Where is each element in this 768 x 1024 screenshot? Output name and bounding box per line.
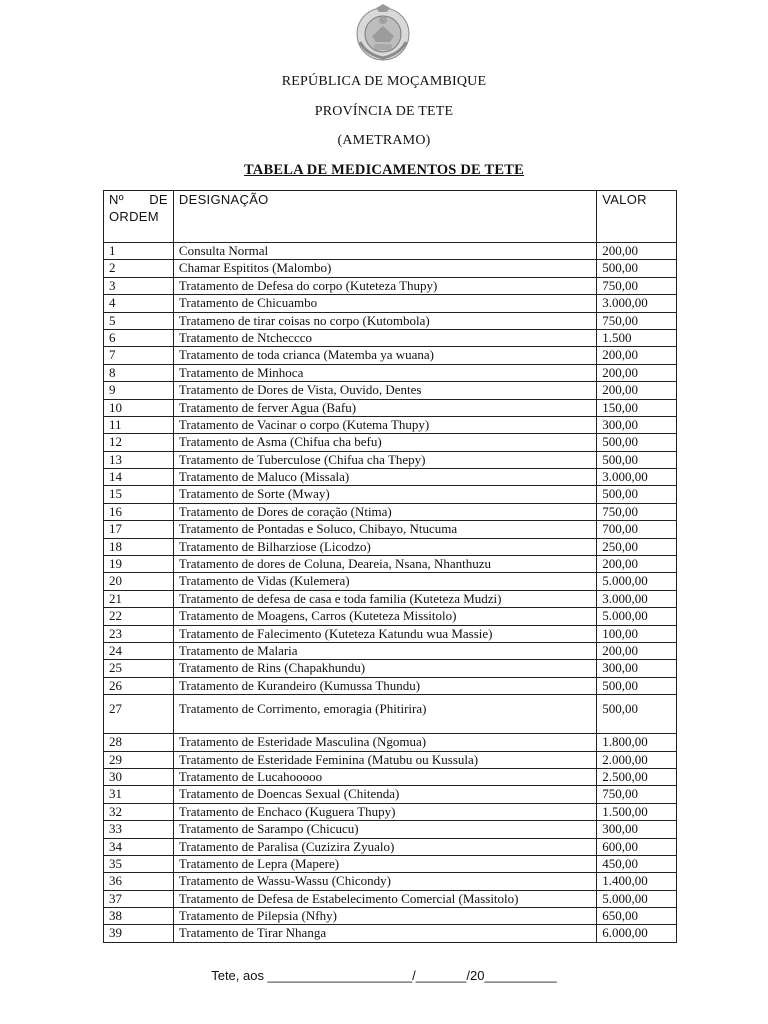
designation-cell: Tratamento de Defesa de Estabelecimento Comercial (Massitolo) — [173, 890, 596, 907]
value-cell: 750,00 — [597, 503, 677, 520]
table-row — [104, 486, 677, 503]
table-header-row — [104, 191, 677, 243]
value-cell: 500,00 — [597, 677, 677, 694]
value-cell: 1.500,00 — [597, 803, 677, 820]
designation-cell: Tratamento de Dores de Vista, Ouvido, Dentes — [173, 382, 596, 399]
designation-cell: Tratamento de Pilepsia (Nfhy) — [173, 908, 596, 925]
value-cell: 200,00 — [597, 347, 677, 364]
order-cell: 24 — [104, 642, 174, 659]
national-emblem-icon — [352, 2, 414, 64]
table-row — [104, 908, 677, 925]
order-cell: 39 — [104, 925, 174, 942]
table-row — [104, 556, 677, 573]
value-cell: 300,00 — [597, 821, 677, 838]
value-cell: 200,00 — [597, 364, 677, 381]
designation-column-header: DESIGNAÇÃO — [173, 191, 596, 243]
order-cell: 23 — [104, 625, 174, 642]
table-row — [104, 260, 677, 277]
value-cell: 200,00 — [597, 382, 677, 399]
order-cell: 31 — [104, 786, 174, 803]
designation-cell: Tratamento de Esteridade Masculina (Ngomua) — [173, 734, 596, 751]
table-row — [104, 642, 677, 659]
designation-cell: Tratamento de Sarampo (Chicucu) — [173, 821, 596, 838]
order-cell: 3 — [104, 277, 174, 294]
order-cell: 14 — [104, 469, 174, 486]
designation-cell: Tratamento de Tuberculose (Chifua cha Thepy) — [173, 451, 596, 468]
table-row — [104, 277, 677, 294]
table-row — [104, 416, 677, 433]
agency-heading: (AMETRAMO) — [337, 133, 431, 148]
designation-cell: Tratamento de Paralisa (Cuzizira Zyualo) — [173, 838, 596, 855]
value-cell: 200,00 — [597, 642, 677, 659]
designation-cell: Tratamento de Lucahooooo — [173, 768, 596, 785]
value-cell: 2.500,00 — [597, 768, 677, 785]
value-cell: 2.000,00 — [597, 751, 677, 768]
order-cell: 5 — [104, 312, 174, 329]
designation-cell: Tratamento de Chicuambo — [173, 295, 596, 312]
order-cell: 20 — [104, 573, 174, 590]
order-cell: 37 — [104, 890, 174, 907]
designation-cell: Tratamento de Tirar Nhanga — [173, 925, 596, 942]
table-row — [104, 399, 677, 416]
order-cell: 28 — [104, 734, 174, 751]
order-cell: 35 — [104, 855, 174, 872]
designation-cell: Tratamento de Moagens, Carros (Kuteteza Missitolo) — [173, 608, 596, 625]
table-row — [104, 751, 677, 768]
value-cell: 1.400,00 — [597, 873, 677, 890]
date-signature-line: Tete, aos ____________________/_______/20__________ — [211, 968, 557, 983]
value-cell: 750,00 — [597, 277, 677, 294]
table-row — [104, 803, 677, 820]
order-cell: 15 — [104, 486, 174, 503]
value-cell: 600,00 — [597, 838, 677, 855]
order-cell: 36 — [104, 873, 174, 890]
designation-cell: Tratamento de defesa de casa e toda familia (Kuteteza Mudzi) — [173, 590, 596, 607]
order-cell: 17 — [104, 521, 174, 538]
country-heading: REPÚBLICA DE MOÇAMBIQUE — [281, 74, 487, 89]
order-cell: 16 — [104, 503, 174, 520]
designation-cell: Tratamento de Asma (Chifua cha befu) — [173, 434, 596, 451]
value-cell: 200,00 — [597, 243, 677, 260]
table-row — [104, 925, 677, 942]
designation-cell: Tratamento de Corrimento, emoragia (Phitirira) — [173, 695, 596, 734]
value-cell: 450,00 — [597, 855, 677, 872]
table-row — [104, 451, 677, 468]
value-cell: 500,00 — [597, 486, 677, 503]
order-cell: 22 — [104, 608, 174, 625]
order-cell: 38 — [104, 908, 174, 925]
order-cell: 7 — [104, 347, 174, 364]
value-cell: 650,00 — [597, 908, 677, 925]
order-cell: 12 — [104, 434, 174, 451]
designation-cell: Tratamento de Wassu-Wassu (Chicondy) — [173, 873, 596, 890]
designation-cell: Consulta Normal — [173, 243, 596, 260]
table-row — [104, 677, 677, 694]
document-title: TABELA DE MEDICAMENTOS DE TETE — [244, 162, 524, 178]
table-row — [104, 786, 677, 803]
order-cell: 13 — [104, 451, 174, 468]
order-cell: 2 — [104, 260, 174, 277]
designation-cell: Tratamento de Pontadas e Soluco, Chibayo, Ntucuma — [173, 521, 596, 538]
designation-cell: Tratamento de dores de Coluna, Deareia, Nsana, Nhanthuzu — [173, 556, 596, 573]
designation-cell: Tratamento de Lepra (Mapere) — [173, 855, 596, 872]
table-row — [104, 855, 677, 872]
value-cell: 700,00 — [597, 521, 677, 538]
table-row — [104, 573, 677, 590]
order-cell: 34 — [104, 838, 174, 855]
order-cell: 6 — [104, 329, 174, 346]
table-row — [104, 382, 677, 399]
order-cell: 4 — [104, 295, 174, 312]
value-cell: 750,00 — [597, 786, 677, 803]
table-row — [104, 695, 677, 734]
order-cell: 11 — [104, 416, 174, 433]
value-column-header: VALOR — [597, 191, 677, 243]
value-cell: 300,00 — [597, 660, 677, 677]
order-cell: 26 — [104, 677, 174, 694]
order-cell: 27 — [104, 695, 174, 734]
designation-cell: Tratamento de ferver Agua (Bafu) — [173, 399, 596, 416]
table-row — [104, 821, 677, 838]
order-cell: 33 — [104, 821, 174, 838]
value-cell: 300,00 — [597, 416, 677, 433]
designation-cell: Tratamento de Maluco (Missala) — [173, 469, 596, 486]
designation-cell: Tratamento de Kurandeiro (Kumussa Thundu) — [173, 677, 596, 694]
designation-cell: Tratamento de Ntcheccco — [173, 329, 596, 346]
table-row — [104, 243, 677, 260]
table-row — [104, 521, 677, 538]
designation-cell: Tratamento de Doencas Sexual (Chitenda) — [173, 786, 596, 803]
table-row — [104, 625, 677, 642]
designation-cell: Tratamento de Sorte (Mway) — [173, 486, 596, 503]
value-cell: 5.000,00 — [597, 608, 677, 625]
table-row — [104, 329, 677, 346]
order-cell: 30 — [104, 768, 174, 785]
designation-cell: Tratamento de Bilharziose (Licodzo) — [173, 538, 596, 555]
value-cell: 500,00 — [597, 451, 677, 468]
value-cell: 100,00 — [597, 625, 677, 642]
table-row — [104, 312, 677, 329]
value-cell: 6.000,00 — [597, 925, 677, 942]
value-cell: 3.000,00 — [597, 295, 677, 312]
order-cell: 29 — [104, 751, 174, 768]
value-cell: 150,00 — [597, 399, 677, 416]
value-cell: 500,00 — [597, 695, 677, 734]
table-row — [104, 838, 677, 855]
designation-cell: Tratamento de Defesa do corpo (Kuteteza Thupy) — [173, 277, 596, 294]
order-cell: 18 — [104, 538, 174, 555]
table-row — [104, 538, 677, 555]
designation-cell: Tratamento de Falecimento (Kuteteza Katundu wua Massie) — [173, 625, 596, 642]
table-body — [104, 243, 677, 943]
designation-cell: Tratameno de tirar coisas no corpo (Kutombola) — [173, 312, 596, 329]
value-cell: 250,00 — [597, 538, 677, 555]
value-cell: 5.000,00 — [597, 890, 677, 907]
table-row — [104, 873, 677, 890]
province-heading: PROVÍNCIA DE TETE — [314, 104, 454, 119]
order-cell: 10 — [104, 399, 174, 416]
value-cell: 750,00 — [597, 312, 677, 329]
value-cell: 500,00 — [597, 260, 677, 277]
order-cell: 1 — [104, 243, 174, 260]
table-row — [104, 469, 677, 486]
designation-cell: Chamar Espititos (Malombo) — [173, 260, 596, 277]
table-row — [104, 734, 677, 751]
designation-cell: Tratamento de Vidas (Kulemera) — [173, 573, 596, 590]
designation-cell: Tratamento de Enchaco (Kuguera Thupy) — [173, 803, 596, 820]
value-cell: 1.800,00 — [597, 734, 677, 751]
designation-cell: Tratamento de Minhoca — [173, 364, 596, 381]
designation-cell: Tratamento de toda crianca (Matemba ya wuana) — [173, 347, 596, 364]
table-row — [104, 347, 677, 364]
table-row — [104, 768, 677, 785]
order-column-header: Nº DE ORDEM — [104, 191, 174, 243]
value-cell: 200,00 — [597, 556, 677, 573]
value-cell: 3.000,00 — [597, 469, 677, 486]
table-row — [104, 364, 677, 381]
table-row — [104, 295, 677, 312]
table-row — [104, 608, 677, 625]
table-row — [104, 503, 677, 520]
order-cell: 9 — [104, 382, 174, 399]
value-cell: 1.500 — [597, 329, 677, 346]
order-cell: 32 — [104, 803, 174, 820]
medication-table — [103, 190, 677, 943]
value-cell: 5.000,00 — [597, 573, 677, 590]
order-cell: 8 — [104, 364, 174, 381]
table-row — [104, 434, 677, 451]
table-row — [104, 660, 677, 677]
order-cell: 19 — [104, 556, 174, 573]
designation-cell: Tratamento de Esteridade Feminina (Matubu ou Kussula) — [173, 751, 596, 768]
value-cell: 500,00 — [597, 434, 677, 451]
designation-cell: Tratamento de Malaria — [173, 642, 596, 659]
designation-cell: Tratamento de Dores de coração (Ntima) — [173, 503, 596, 520]
order-cell: 21 — [104, 590, 174, 607]
order-cell: 25 — [104, 660, 174, 677]
designation-cell: Tratamento de Rins (Chapakhundu) — [173, 660, 596, 677]
value-cell: 3.000,00 — [597, 590, 677, 607]
table-row — [104, 590, 677, 607]
designation-cell: Tratamento de Vacinar o corpo (Kutema Thupy) — [173, 416, 596, 433]
table-row — [104, 890, 677, 907]
